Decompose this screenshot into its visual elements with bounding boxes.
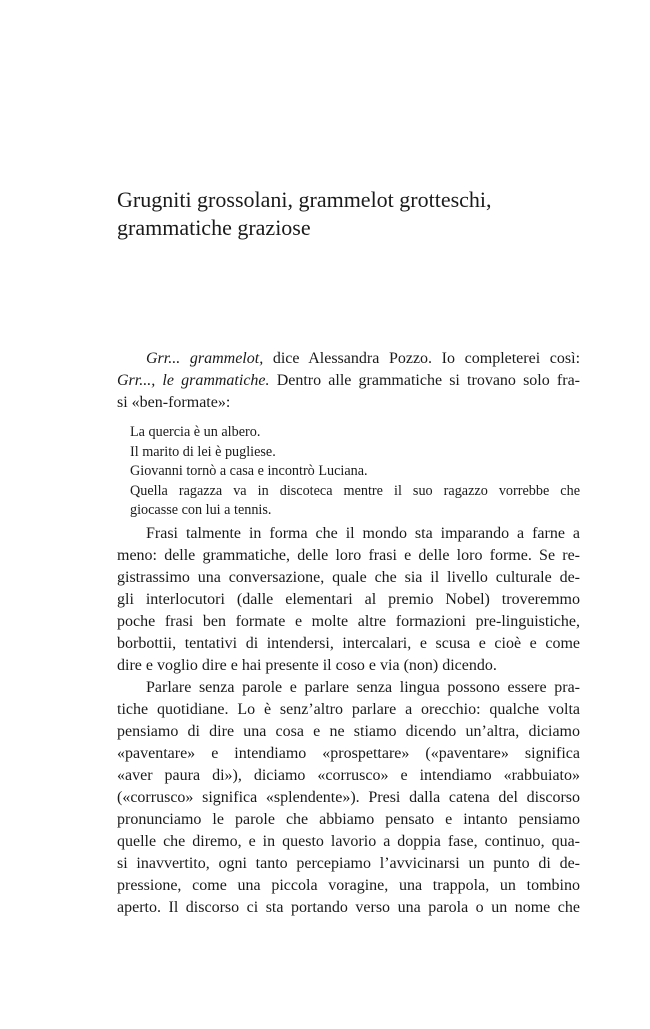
italic-phrase: Grr..., le grammatiche. — [117, 372, 270, 389]
intro-paragraph — [117, 348, 580, 414]
text-line: Frasi talmente in forma che il mondo sta imparando a farne a — [146, 525, 580, 542]
text-line: («corrusco» significa «splendente»). Presi dalla catena del discorso — [117, 789, 580, 806]
text-line: Parlare senza parole e parlare senza lingua possono essere pra- — [146, 679, 580, 696]
text-line: gistrassimo una conversazione, quale che sia il livello culturale de- — [117, 569, 580, 586]
chapter-title-line: grammatiche graziose — [117, 215, 311, 240]
text-line: borbottii, tentativi di intendersi, intercalari, e scusa e cioè e come — [117, 635, 580, 652]
text-line: poche frasi ben formate e molte altre formazioni pre-linguistiche, — [117, 613, 580, 630]
text-line: dire e voglio dire e hai presente il coso e via (non) dicendo. — [117, 657, 497, 674]
paragraph — [117, 523, 580, 677]
text-line: si inavvertito, ogni tanto percepiamo l’avvicinarsi un punto di de- — [117, 855, 580, 872]
example-sentence: Quella ragazza va in discoteca mentre il suo ragazzo vorrebbe che — [130, 482, 580, 499]
italic-phrase: Grr... grammelot, — [146, 350, 264, 367]
text-line: Grr... grammelot, dice Alessandra Pozzo. Io completerei così: — [146, 350, 581, 367]
chapter-title-line: Grugniti grossolani, grammelot grotteschi, — [117, 187, 492, 212]
text-line: meno: delle grammatiche, delle loro frasi e delle loro forme. Se re- — [117, 547, 580, 564]
text-line: pressione, come una piccola voragine, una trappola, un tombino — [117, 877, 580, 894]
example-sentence: Il marito di lei è pugliese. — [130, 443, 276, 460]
text-line: Grr..., le grammatiche. Dentro alle grammatiche si trovano solo fra- — [117, 372, 580, 389]
example-sentence: giocasse con lui a tennis. — [130, 502, 272, 519]
text-line: pronunciamo le parole che abbiamo pensato e intanto pensiamo — [117, 811, 580, 828]
text-line: «paventare» e intendiamo «prospettare» («paventare» significa — [117, 745, 580, 762]
example-sentence: Giovanni tornò a casa e incontrò Luciana. — [130, 463, 368, 480]
paragraph — [117, 677, 580, 919]
text-line: aperto. Il discorso ci sta portando verso una parola o un nome che — [117, 899, 580, 916]
chapter-title — [117, 186, 557, 242]
example-sentences — [130, 423, 580, 521]
example-sentence: La quercia è un albero. — [130, 424, 261, 440]
text-line: si «ben-formate»: — [117, 394, 231, 411]
text-line: «aver paura di»), diciamo «corrusco» e intendiamo «rabbuiato» — [117, 767, 580, 784]
text-line: quelle che diremo, e in questo lavorio a doppia fase, continuo, qua- — [117, 833, 580, 850]
text-line: pensiamo di dire una cosa e ne stiamo dicendo un’altra, diciamo — [117, 723, 580, 740]
text-line: tiche quotidiane. Lo è senz’altro parlare a orecchio: qualche volta — [117, 701, 580, 718]
text-line: gli interlocutori (dalle elementari al premio Nobel) troveremmo — [117, 591, 580, 608]
